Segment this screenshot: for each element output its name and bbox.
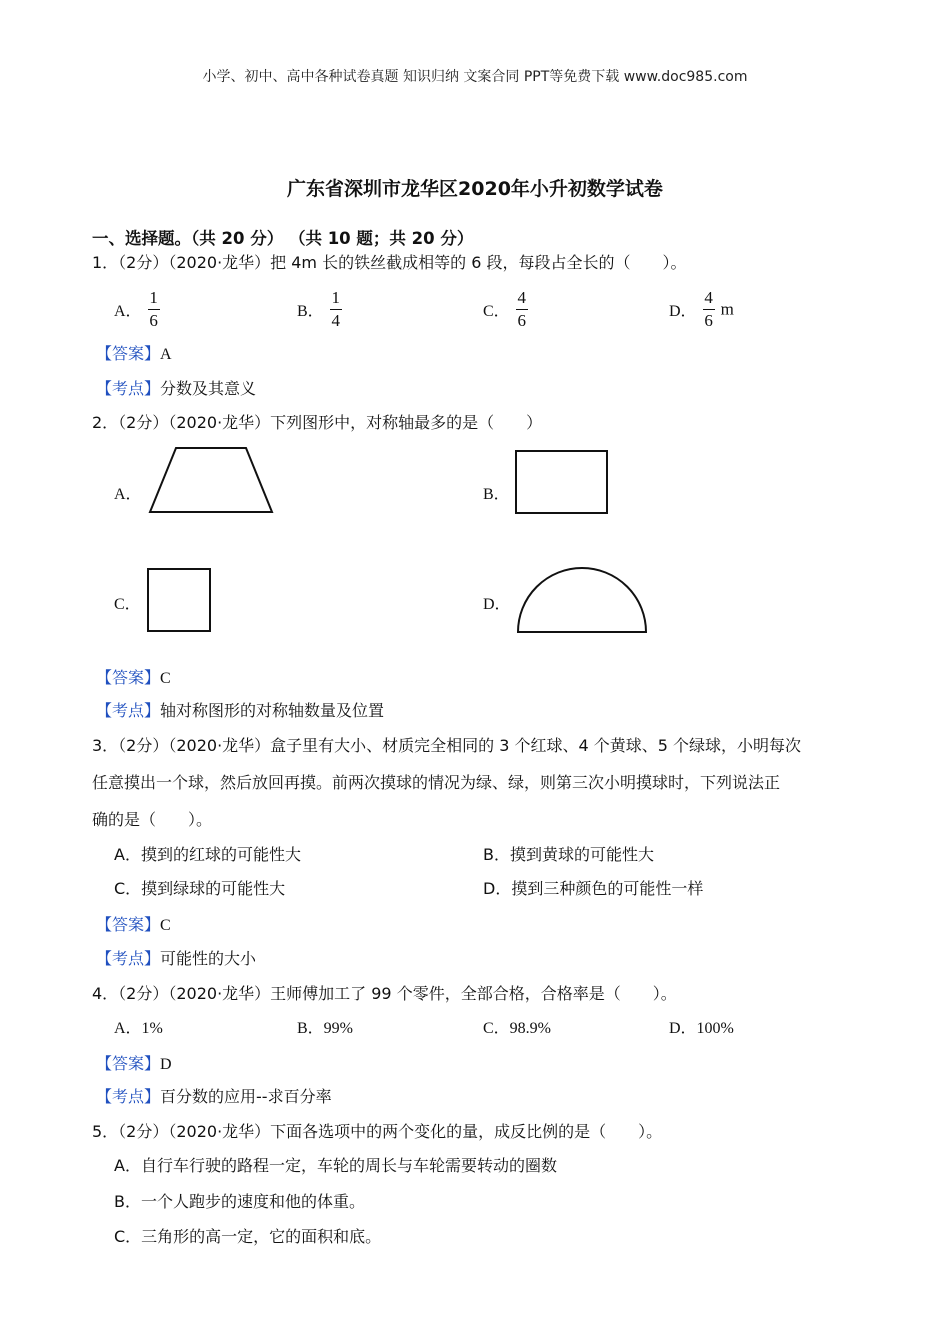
q2-answer [96, 668, 171, 689]
q1-option-b-label: B． [297, 303, 324, 320]
answer-label: 【答案】 [96, 344, 161, 363]
q4-option-d[interactable]: D．100% [669, 1020, 734, 1037]
denominator: 6 [149, 311, 158, 330]
section-heading: 一、选择题。（共 20 分） （共 10 题；共 20 分） [92, 229, 474, 248]
numerator: 4 [517, 288, 526, 307]
q3-stem-line2: 任意摸出一个球，然后放回再摸。前两次摸球的情况为绿、绿，则第三次小明摸球时，下列说法正 [92, 773, 781, 792]
point-label: 【考点】 [96, 1087, 161, 1106]
q3-option-d[interactable]: D．摸到三种颜色的可能性一样 [483, 879, 704, 898]
q2-option-d-label[interactable]: D． [483, 596, 511, 613]
q5-option-b[interactable]: B．一个人跑步的速度和他的体重。 [114, 1192, 365, 1211]
answer-label: 【答案】 [96, 915, 161, 934]
q1-option-b[interactable] [297, 288, 344, 331]
q5-option-c[interactable]: C．三角形的高一定，它的面积和底。 [114, 1227, 382, 1246]
answer-label: 【答案】 [96, 1054, 161, 1073]
q1-stem: 1．（2分）（2020·龙华）把 4m 长的铁丝截成相等的 6 段，每段占全长的（ ）。 [92, 253, 687, 272]
answer-value: A [160, 346, 172, 363]
q4-option-a[interactable]: A．1% [114, 1020, 163, 1037]
q1-option-d-fraction [703, 288, 715, 331]
q1-option-d-label: D． [669, 303, 697, 320]
q2-option-b-label[interactable]: B． [483, 486, 510, 503]
q1-point [96, 379, 256, 399]
point-value: 分数及其意义 [160, 379, 257, 398]
denominator: 6 [704, 311, 713, 330]
numerator: 1 [149, 288, 158, 307]
q1-option-a[interactable] [114, 288, 162, 331]
q3-stem-line1: 3．（2分）（2020·龙华）盒子里有大小、材质完全相同的 3 个红球、4 个黄球、5 个绿球，小明每次 [92, 736, 802, 755]
q4-stem: 4．（2分）（2020·龙华）王师傅加工了 99 个零件，全部合格，合格率是（ ）。 [92, 984, 677, 1003]
q3-option-a[interactable]: A．摸到的红球的可能性大 [114, 845, 301, 864]
q3-option-b[interactable]: B．摸到黄球的可能性大 [483, 845, 654, 864]
q1-answer [96, 344, 172, 365]
point-label: 【考点】 [96, 701, 161, 720]
answer-value: C [160, 917, 171, 934]
q2-option-a-label[interactable]: A． [114, 486, 142, 503]
q4-answer [96, 1054, 172, 1075]
q3-stem-line3: 确的是（ ）。 [92, 810, 213, 829]
q1-option-d[interactable] [669, 288, 734, 331]
q4-option-b[interactable]: B．99% [297, 1020, 354, 1037]
q1-option-a-label: A． [114, 303, 142, 320]
q1-option-c-label: C． [483, 303, 510, 320]
denominator: 6 [517, 311, 526, 330]
q1-option-b-fraction [330, 288, 342, 331]
q3-answer [96, 915, 171, 936]
site-header: 小学、初中、高中各种试卷真题 知识归纳 文案合同 PPT等免费下载 www.doc985.com [202, 69, 748, 85]
q2-stem: 2．（2分）（2020·龙华）下列图形中，对称轴最多的是（ ） [92, 413, 543, 432]
q2-option-c-label[interactable]: C． [114, 596, 141, 613]
q3-option-c[interactable]: C．摸到绿球的可能性大 [114, 879, 286, 898]
q4-point [96, 1087, 332, 1107]
answer-label: 【答案】 [96, 668, 161, 687]
rectangle-shape [514, 449, 609, 515]
point-value: 轴对称图形的对称轴数量及位置 [160, 701, 385, 720]
point-value: 百分数的应用--求百分率 [160, 1087, 332, 1106]
point-label: 【考点】 [96, 949, 161, 968]
page-title: 广东省深圳市龙华区2020年小升初数学试卷 [287, 178, 663, 200]
point-label: 【考点】 [96, 379, 161, 398]
answer-value: C [160, 670, 171, 687]
q5-option-a[interactable]: A．自行车行驶的路程一定，车轮的周长与车轮需要转动的圈数 [114, 1156, 557, 1175]
q3-point [96, 949, 256, 969]
semicircle-shape [516, 565, 648, 635]
q1-option-d-unit: m [720, 299, 734, 319]
q1-option-a-fraction [148, 288, 160, 331]
denominator: 4 [331, 311, 340, 330]
numerator: 4 [704, 288, 713, 307]
q1-option-c[interactable] [483, 288, 530, 331]
numerator: 1 [331, 288, 340, 307]
trapezoid-shape [148, 446, 274, 514]
answer-value: D [160, 1056, 172, 1073]
q4-option-c[interactable]: C．98.9% [483, 1020, 552, 1037]
q5-stem: 5．（2分）（2020·龙华）下面各选项中的两个变化的量，成反比例的是（ ）。 [92, 1122, 663, 1141]
point-value: 可能性的大小 [160, 949, 257, 968]
q2-point [96, 701, 384, 721]
square-shape [146, 567, 212, 633]
q1-option-c-fraction [516, 288, 528, 331]
